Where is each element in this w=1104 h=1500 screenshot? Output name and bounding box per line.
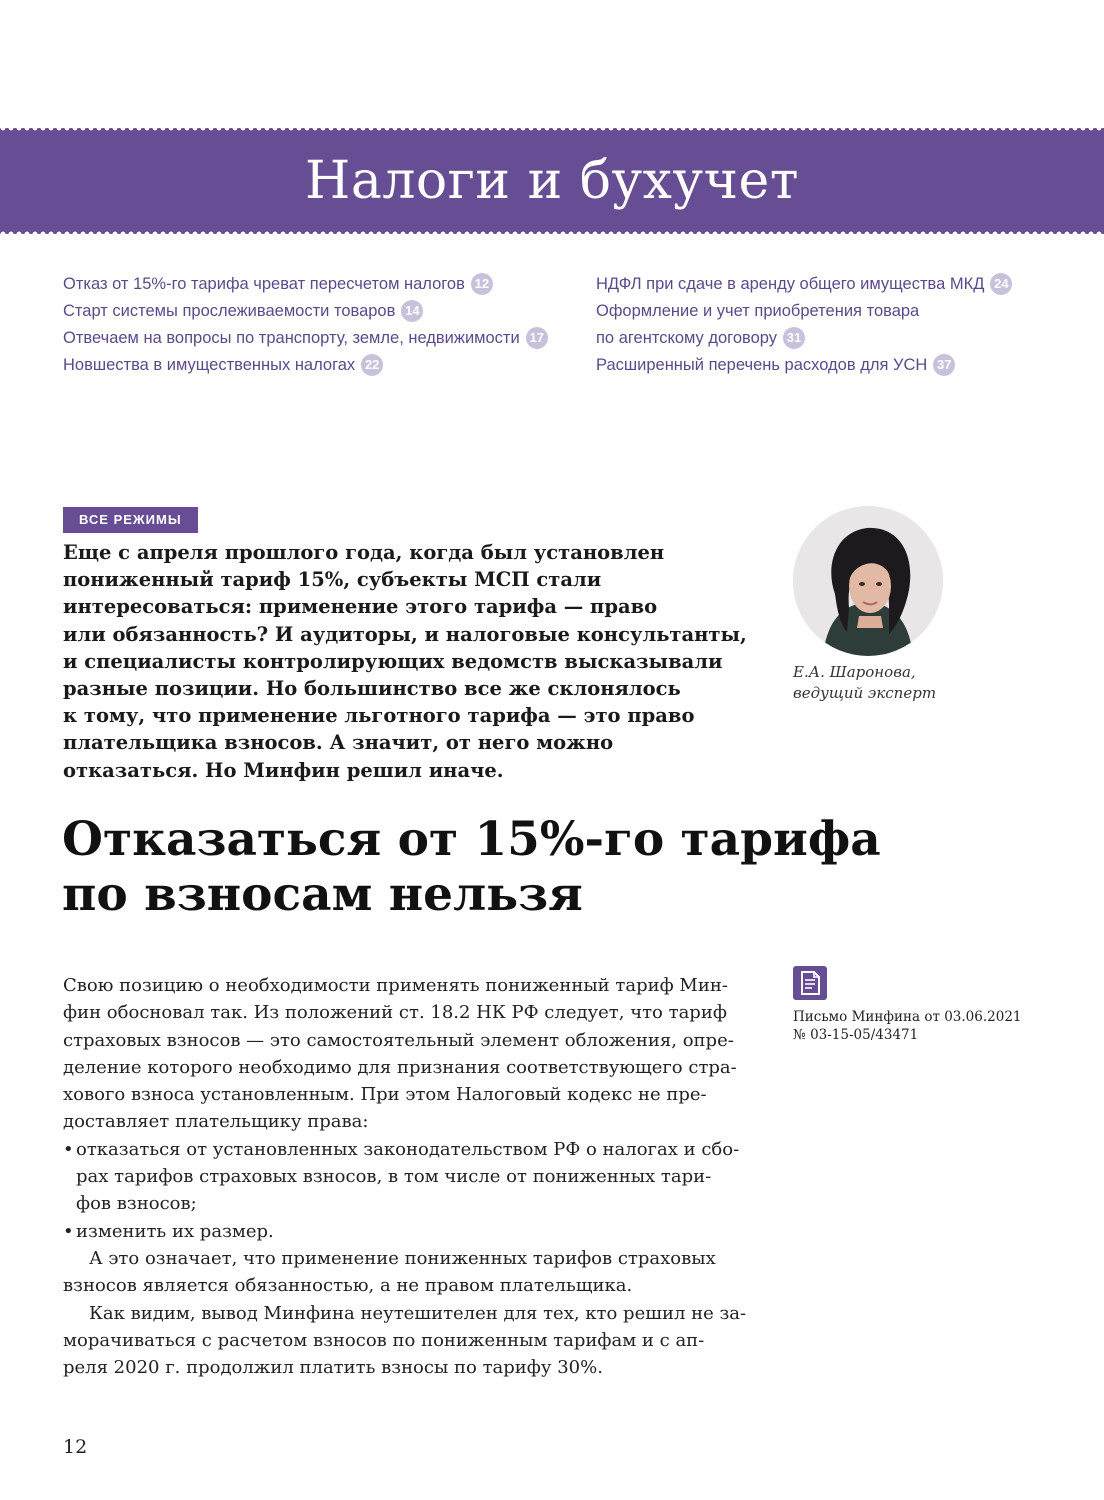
- toc-page-badge: 17: [526, 327, 548, 349]
- body-line: фов взносов;: [76, 1193, 197, 1215]
- toc-page-badge: 31: [783, 327, 805, 349]
- category-tag: ВСЕ РЕЖИМЫ: [63, 507, 198, 533]
- section-title: Налоги и бухучет: [304, 151, 800, 211]
- page-number: 12: [63, 1436, 88, 1458]
- toc-page-badge: 22: [361, 354, 383, 376]
- body-line: доставляет плательщику права:: [63, 1111, 369, 1133]
- body-line: А это означает, что применение пониженных тарифов страховых: [89, 1247, 716, 1269]
- toc-item[interactable]: [63, 272, 583, 299]
- lead-line: к тому, что применение льготного тарифа — это право: [63, 704, 695, 728]
- side-note-line: № 03-15-05/43471: [793, 1027, 919, 1043]
- body-line: Свою позицию о необходимости применять пониженный тариф Мин-: [63, 975, 728, 996]
- author-portrait-icon: [793, 506, 943, 656]
- toc-item[interactable]: [63, 326, 583, 353]
- body-line: рах тарифов страховых взносов, в том числе от пониженных тари-: [76, 1166, 712, 1188]
- author-caption: [793, 662, 1013, 704]
- body-line: морачиваться с расчетом взносов по пониженным тарифам и с ап-: [63, 1329, 705, 1351]
- body-line: хового взноса установленным. При этом Налоговый кодекс не пре-: [63, 1084, 707, 1106]
- lead-line: плательщика взносов. А значит, от него можно: [63, 731, 614, 755]
- document-icon: [793, 966, 827, 1000]
- lead-line: и специалисты контролирующих ведомств высказывали: [63, 649, 723, 673]
- toc-page-badge: 24: [990, 273, 1012, 295]
- toc-item-text: НДФЛ при сдаче в аренду общего имущества МКД: [596, 275, 985, 293]
- author-photo: [793, 506, 943, 656]
- lead-paragraph: [63, 539, 763, 784]
- toc-item[interactable]: [596, 326, 1076, 353]
- author-role: ведущий эксперт: [793, 684, 937, 702]
- toc-item[interactable]: [596, 272, 1076, 299]
- section-banner: [0, 128, 1104, 234]
- banner-scalloped-edge-top: [0, 125, 1104, 131]
- toc-page-badge: 12: [471, 273, 493, 295]
- article-body: [63, 972, 747, 1381]
- lead-line: пониженный тариф 15%, субъекты МСП стали: [63, 568, 602, 592]
- toc-item-text: Старт системы прослеживаемости товаров: [63, 302, 396, 320]
- body-line: страховых взносов — это самостоятельный элемент обложения, опре-: [63, 1029, 734, 1051]
- headline-line: по взносам нельзя: [62, 867, 583, 922]
- article-headline: [62, 812, 1062, 922]
- author-name: Е.А. Шаронова,: [793, 663, 916, 681]
- toc-item-text: Отказ от 15%-го тарифа чреват пересчетом налогов: [63, 275, 465, 293]
- lead-line: разные позиции. Но большинство все же склонялось: [63, 677, 681, 701]
- lead-line: отказаться. Но Минфин решил иначе.: [63, 758, 504, 782]
- toc-item-text: по агентскому договору: [596, 329, 778, 347]
- toc-item-text: Расширенный перечень расходов для УСН: [596, 356, 928, 374]
- body-line: взносов является обязанностью, а не правом плательщика.: [63, 1275, 633, 1297]
- toc-item-text: Оформление и учет приобретения товара: [596, 302, 920, 320]
- toc-right-column: [596, 272, 1076, 380]
- lead-line: Еще с апреля прошлого года, когда был установлен: [63, 541, 665, 564]
- toc-item[interactable]: [63, 299, 583, 326]
- toc-item-text: Новшества в имущественных налогах: [63, 356, 356, 374]
- toc-page-badge: 14: [401, 300, 423, 322]
- toc-item[interactable]: [596, 353, 1076, 380]
- banner-scalloped-edge-bottom: [0, 231, 1104, 237]
- bullet-item: • отказаться от установленных законодательством РФ о налогах и сбо-: [63, 1136, 743, 1163]
- side-note-line: Письмо Минфина от 03.06.2021: [793, 1009, 1022, 1025]
- body-line: фин обосновал так. Из положений ст. 18.2 НК РФ следует, что тариф: [63, 1002, 727, 1024]
- body-line: деление которого необходимо для признания соответствующего стра-: [63, 1056, 737, 1078]
- toc-item[interactable]: [63, 353, 583, 380]
- toc-item[interactable]: [596, 299, 1076, 326]
- lead-line: или обязанность? И аудиторы, и налоговые консультанты,: [63, 622, 747, 646]
- toc-page-badge: 37: [933, 354, 955, 376]
- toc-item-text: Отвечаем на вопросы по транспорту, земле, недвижимости: [63, 329, 520, 347]
- side-note-reference: [793, 1008, 1053, 1044]
- headline-line: Отказаться от 15%-го тарифа: [62, 812, 881, 867]
- body-line: реля 2020 г. продолжил платить взносы по тарифу 30%.: [63, 1357, 603, 1379]
- lead-line: интересоваться: применение этого тарифа — право: [63, 595, 658, 619]
- bullet-item: • изменить их размер.: [63, 1218, 743, 1245]
- body-line: Как видим, вывод Минфина неутешителен для тех, кто решил не за-: [89, 1302, 747, 1324]
- toc-left-column: [63, 272, 583, 380]
